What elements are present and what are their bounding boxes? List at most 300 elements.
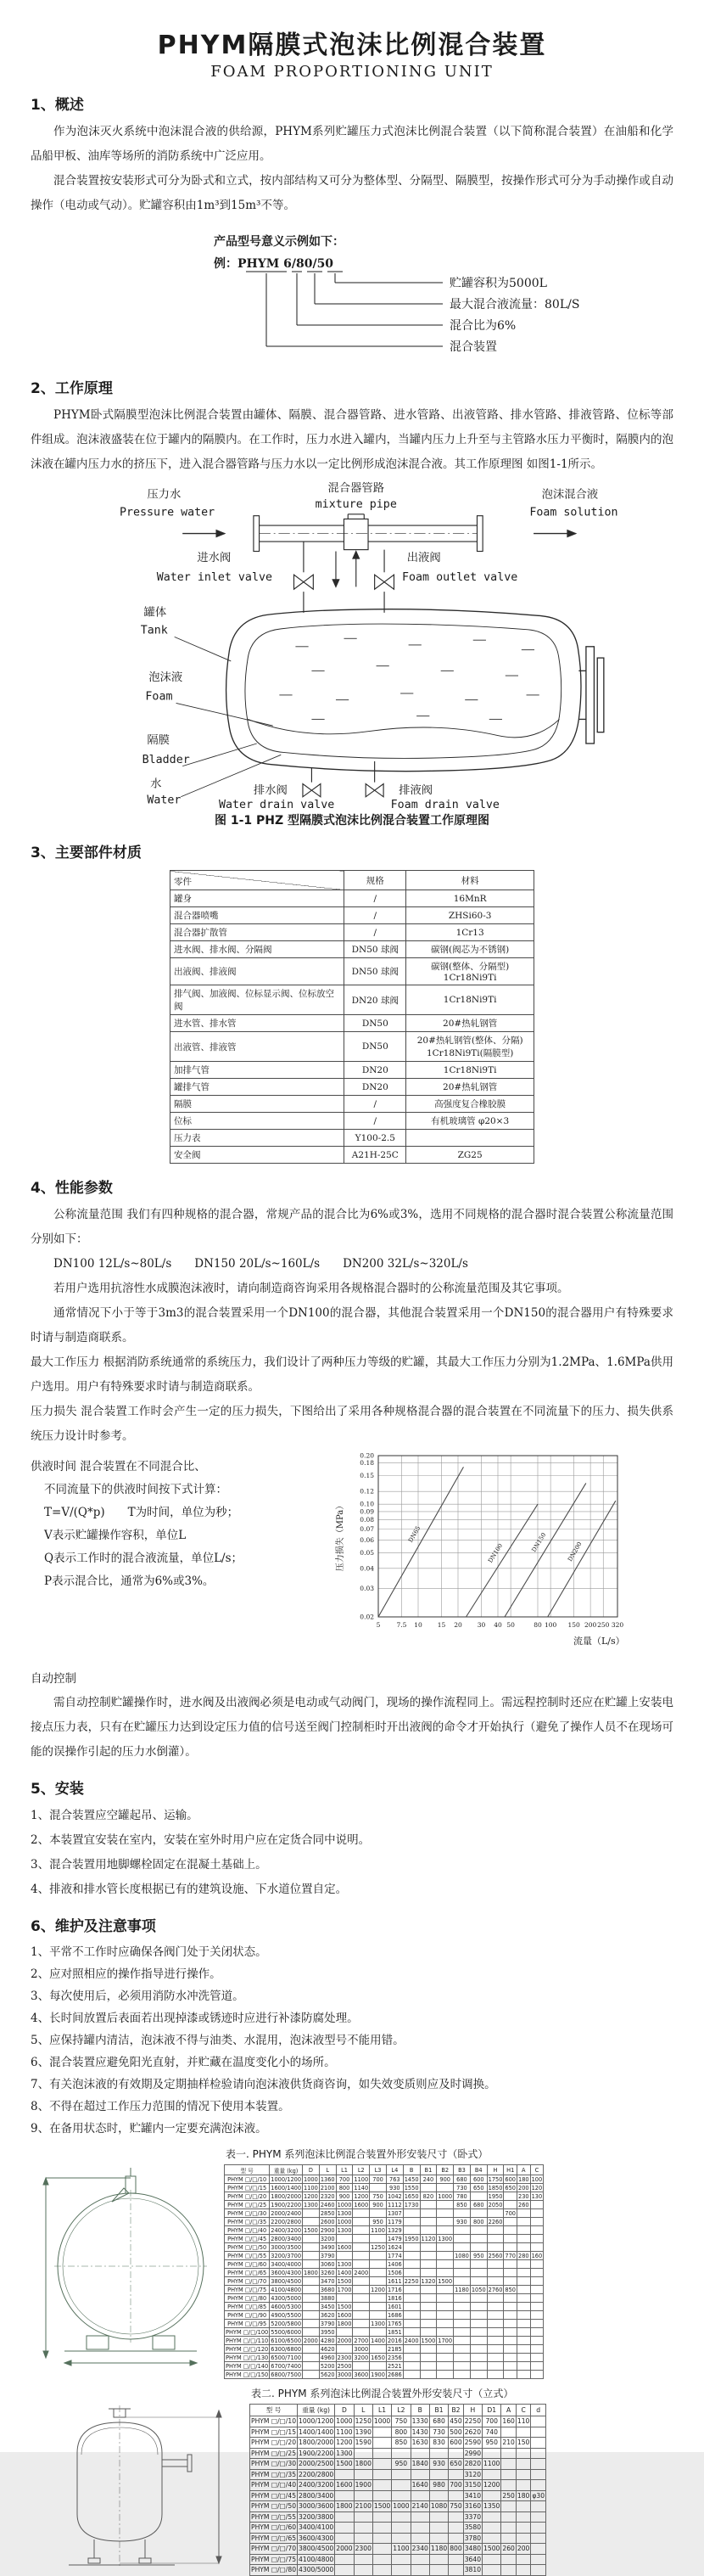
table-cell: 6500/7100 — [271, 2354, 302, 2361]
table-cell — [531, 2501, 546, 2512]
table-cell: 20#热轧钢管 — [406, 1079, 534, 1096]
flow-range-paragraph: 公称流量范围 我们有四种规格的混合器，常规产品的混合比为6%或3%，选用不同规格的混合器时混合装置公称流量范围分别如下： — [31, 1208, 673, 1246]
table-cell — [501, 2480, 517, 2491]
table-cell: 1100 — [371, 2226, 385, 2234]
table-cell — [483, 2469, 501, 2480]
table-cell: 2250 — [404, 2277, 419, 2285]
table-cell: 3000/3600 — [299, 2502, 334, 2511]
table-cell — [370, 2235, 387, 2243]
table-cell: 200 — [518, 2184, 529, 2192]
table-cell — [353, 2252, 370, 2260]
table-cell: 1050 — [471, 2286, 486, 2293]
table-cell — [501, 2554, 517, 2565]
table-cell: 1200 — [336, 2439, 353, 2447]
table-cell — [303, 2286, 320, 2294]
table-cell: 1390 — [355, 2427, 372, 2436]
water-inlet-label-en: Water inlet valve — [156, 570, 273, 584]
table-cell: 2250 — [464, 2417, 482, 2426]
table-cell: 1590 — [355, 2439, 372, 2447]
table-cell — [420, 2286, 437, 2294]
bladder-label-en: Bladder — [142, 753, 190, 766]
table-cell: 2400 — [404, 2337, 419, 2344]
column-header: A — [501, 2405, 517, 2416]
water-drain-label-cn: 排水阀 — [253, 783, 288, 797]
materials-header-part: 零件 — [170, 871, 344, 890]
foam-outlet-valve-symbol — [375, 550, 394, 613]
table-cell — [470, 2320, 487, 2328]
table-cell — [420, 2362, 437, 2371]
column-header: 型 号 — [250, 2405, 298, 2416]
table-cell — [487, 2226, 504, 2235]
y-axis-label: 压力损失（MPa） — [336, 1501, 345, 1572]
table-cell: 1600 — [337, 2243, 352, 2251]
table-cell: 1330 — [411, 2417, 428, 2426]
table-cell — [429, 2490, 448, 2501]
table-row — [170, 1130, 534, 1147]
table-cell: 1900 — [371, 2371, 385, 2378]
table-cell — [501, 2427, 517, 2438]
table-cell — [454, 2371, 471, 2379]
table-cell — [372, 2544, 391, 2555]
table-cell: 2900 — [320, 2226, 335, 2234]
table-cell: 3160 — [464, 2502, 482, 2511]
table-row — [225, 2328, 544, 2337]
table-cell: 3260 — [320, 2269, 335, 2276]
table-cell — [470, 2192, 487, 2201]
table-cell — [516, 2448, 531, 2459]
table-cell — [403, 2286, 420, 2294]
table-cell — [303, 2328, 320, 2337]
table-cell: 1800 — [304, 2269, 318, 2276]
table-cell: 1Cr18Ni9Ti — [406, 985, 534, 1015]
table-cell — [483, 2554, 501, 2565]
table-cell: 1100 — [354, 2175, 369, 2183]
x-tick-label: 250 — [597, 1621, 610, 1629]
supply-time-line: Q表示工作时的混合液流量，单位L/s； — [44, 1552, 243, 1565]
table-cell — [487, 2209, 504, 2218]
column-header: H1 — [504, 2165, 517, 2175]
table-cell — [516, 2459, 531, 2470]
table-row — [170, 1015, 534, 1032]
table-cell — [406, 1130, 534, 1147]
table-cell — [517, 2243, 531, 2252]
table-row — [170, 1032, 534, 1062]
table-cell: 1900 — [355, 2481, 372, 2489]
table-cell — [487, 2294, 504, 2303]
table-cell: 1650 — [404, 2192, 419, 2200]
table-cell: DN20 — [344, 1062, 406, 1079]
table-row — [170, 1113, 534, 1130]
table-cell — [470, 2303, 487, 2311]
table-cell — [335, 2533, 354, 2544]
table-cell: 1179 — [387, 2218, 402, 2225]
materials-header-material: 材料 — [406, 871, 534, 890]
table-row — [170, 890, 534, 907]
table-cell: 压力表 — [170, 1130, 344, 1147]
table-cell: 950 — [370, 2218, 387, 2226]
table-cell: 1112 — [387, 2201, 402, 2208]
maintenance-item: 2、应对照相应的操作指导进行操作。 — [31, 1967, 221, 1981]
table-cell — [517, 2311, 531, 2320]
column-header: H — [487, 2165, 504, 2175]
table-cell — [437, 2328, 454, 2337]
table-cell — [531, 2427, 546, 2438]
supply-time-formula: T=V/(Q*p) T为时间，单位为秒； — [44, 1506, 239, 1519]
table-cell — [335, 2554, 354, 2565]
table-cell: 2560 — [488, 2252, 503, 2259]
table-cell — [420, 2184, 437, 2192]
y-tick-label: 0.09 — [360, 1507, 374, 1516]
x-tick-label: 200 — [584, 1621, 597, 1629]
water-inlet-label-cn: 进水阀 — [197, 551, 232, 564]
table-cell — [429, 2554, 448, 2565]
table-row — [225, 2294, 544, 2303]
table-cell: 1550 — [404, 2184, 419, 2192]
table-cell — [420, 2243, 437, 2252]
table-cell — [470, 2354, 487, 2362]
table-cell — [517, 2269, 531, 2277]
table-cell: PHYM □/□/45 — [251, 2491, 297, 2500]
table-cell — [403, 2311, 420, 2320]
table-cell — [504, 2311, 517, 2320]
table-cell: 2600 — [320, 2218, 335, 2225]
table-cell: 1500 — [421, 2337, 436, 2344]
column-header: L — [319, 2165, 336, 2175]
table-cell — [370, 2252, 387, 2260]
table-cell: 2400/3200 — [271, 2226, 302, 2234]
table-cell — [487, 2277, 504, 2286]
table-cell: 650 — [450, 2460, 462, 2468]
table-cell: 3000 — [354, 2345, 369, 2353]
table-cell: 1100 — [336, 2427, 353, 2436]
table-cell — [420, 2294, 437, 2303]
table-cell — [420, 2311, 437, 2320]
table-cell — [449, 2490, 464, 2501]
table-cell — [504, 2277, 517, 2286]
table-cell — [516, 2427, 531, 2438]
table-cell — [403, 2252, 420, 2260]
table-cell — [392, 2554, 411, 2565]
table-cell: 100 — [531, 2175, 543, 2183]
table-cell — [516, 2565, 531, 2576]
table-cell: 3450 — [320, 2303, 335, 2310]
table-cell: 1816 — [387, 2294, 402, 2302]
table-cell: 770 — [505, 2252, 517, 2259]
table-cell: DN50 — [344, 1032, 406, 1062]
foam-solution-label-cn: 泡沫混合液 — [541, 488, 599, 502]
table-cell: 1600/1400 — [271, 2184, 302, 2192]
table-row — [225, 2201, 544, 2209]
bladder-label-cn: 隔膜 — [147, 733, 170, 747]
table-cell: 830 — [429, 2438, 448, 2449]
table-cell — [504, 2294, 517, 2303]
y-tick-label: 0.06 — [360, 1535, 374, 1544]
table-cell — [483, 2490, 501, 2501]
table-cell — [517, 2371, 531, 2379]
table-cell — [530, 2345, 544, 2354]
table-cell: PHYM □/□/120 — [226, 2345, 269, 2353]
tank-outline — [226, 609, 604, 772]
table-cell — [353, 2235, 370, 2243]
column-header: 重量 (kg) — [270, 2165, 303, 2175]
maintenance-item: 8、不得在超过工作压力范围的情况下使用本装置。 — [31, 2100, 290, 2113]
series-line-DN100 — [466, 1504, 538, 1617]
table-cell: PHYM □/□/65 — [225, 2269, 270, 2277]
table-cell — [303, 2218, 320, 2226]
table-cell: 2400/3200 — [299, 2481, 334, 2489]
table-cell — [449, 2448, 464, 2459]
table-cell — [354, 2554, 372, 2565]
table-cell: 1730 — [404, 2201, 419, 2208]
table-cell: 1250 — [355, 2417, 372, 2426]
table-cell: 1200 — [354, 2192, 369, 2200]
table-cell: / — [344, 907, 406, 924]
supply-time-text — [31, 1451, 300, 1664]
y-tick-label: 0.03 — [360, 1585, 374, 1593]
table-cell: 1300 — [337, 2209, 352, 2217]
table-cell — [501, 2459, 517, 2470]
table-row — [225, 2269, 544, 2277]
table-cell — [517, 2218, 531, 2226]
table-row — [250, 2544, 546, 2555]
x-tick-label: 150 — [567, 1621, 580, 1629]
model-diagram-intro: 产品型号意义示例如下： — [214, 235, 344, 249]
table-cell: 3470 — [320, 2277, 335, 2285]
table-cell: 2300 — [337, 2354, 352, 2361]
table-cell: PHYM □/□/55 — [225, 2252, 270, 2260]
table-cell — [530, 2209, 544, 2218]
table-cell: 2000/2400 — [271, 2209, 302, 2217]
table-row — [170, 1079, 534, 1096]
table-cell: 2185 — [387, 2345, 402, 2353]
table-cell — [470, 2277, 487, 2286]
table-row — [225, 2184, 544, 2192]
table-cell — [403, 2303, 420, 2311]
table-cell — [517, 2226, 531, 2235]
table-cell: 5500/6000 — [271, 2328, 302, 2336]
table-row — [225, 2311, 544, 2320]
table-cell: 4100/4800 — [299, 2555, 334, 2563]
table-cell — [353, 2218, 370, 2226]
table-cell — [487, 2243, 504, 2252]
table-cell: 1850 — [488, 2184, 503, 2192]
table-cell — [420, 2303, 437, 2311]
table-cell: 3400/4000 — [271, 2260, 302, 2268]
table-cell — [420, 2269, 437, 2277]
x-tick-label: 320 — [611, 1621, 624, 1629]
table-cell — [403, 2362, 420, 2371]
table-cell — [530, 2311, 544, 2320]
table-cell: 1686 — [387, 2311, 402, 2319]
table-cell: 1900/2200 — [271, 2201, 302, 2208]
table-cell — [429, 2565, 448, 2576]
table-cell — [454, 2209, 471, 2218]
model-label-ratio: 混合比为6% — [450, 319, 517, 333]
table-cell — [454, 2311, 471, 2320]
table-cell — [403, 2354, 420, 2362]
table-cell — [370, 2303, 387, 2311]
table-cell — [516, 2554, 531, 2565]
table-cell: 2356 — [387, 2354, 402, 2361]
table-cell: 820 — [420, 2192, 437, 2201]
table-cell: 2340 — [411, 2545, 428, 2553]
table-cell: 4300/5000 — [299, 2566, 334, 2574]
table-row — [250, 2416, 546, 2427]
table-cell — [530, 2218, 544, 2226]
table-cell: 4900/5500 — [271, 2311, 302, 2319]
foam-texture — [279, 638, 539, 719]
mixer-pipe-assembly — [254, 514, 483, 552]
table-cell — [353, 2320, 370, 2328]
table-cell: 3680 — [320, 2286, 335, 2293]
table-cell — [487, 2260, 504, 2269]
table-cell: PHYM □/□/15 — [225, 2184, 270, 2192]
table-row — [250, 2438, 546, 2449]
vertical-dimensions-section — [31, 2386, 673, 2576]
table-cell: 1800/2000 — [271, 2192, 302, 2200]
table-cell: 1300 — [304, 2201, 318, 2208]
x-tick-label: 10 — [414, 1621, 422, 1629]
table-cell: PHYM □/□/80 — [225, 2294, 270, 2303]
table-cell: 3790 — [320, 2320, 335, 2327]
table-cell — [454, 2294, 471, 2303]
table-cell: 1Cr13 — [406, 924, 534, 941]
max-pressure-paragraph: 最大工作压力 根据消防系统通常的系统压力，我们设计了两种压力等级的贮罐，其最大工作压力分别为1.2MPa、1.6MPa供用户选用。用户有特殊要求时请与制造商联系。 — [31, 1355, 673, 1394]
maintenance-item: 9、在备用状态时，贮罐内一定要充满泡沫液。 — [31, 2122, 267, 2135]
foam-label-cn: 泡沫液 — [148, 671, 183, 684]
flow-range-values: DN100 12L/s~80L/s DN150 20L/s~160L/s DN200 32L/s~320L/s — [53, 1257, 468, 1271]
table-cell — [353, 2277, 370, 2286]
foam-leader-line — [176, 703, 273, 726]
table-cell: PHYM □/□/10 — [225, 2175, 270, 2184]
table-cell: PHYM □/□/130 — [226, 2354, 269, 2361]
section2-heading: 2、工作原理 — [31, 380, 113, 397]
table-cell — [353, 2260, 370, 2269]
table-cell — [303, 2235, 320, 2243]
table-cell: 位标 — [170, 1113, 344, 1130]
table-cell — [335, 2523, 354, 2534]
table-cell — [517, 2337, 531, 2345]
page-title: PHYM隔膜式泡沫比例混合装置 — [157, 31, 547, 60]
table-cell: 1000 — [337, 2218, 352, 2225]
table-cell — [437, 2209, 454, 2218]
table-cell — [392, 2448, 411, 2459]
table-cell — [517, 2286, 531, 2294]
materials-header-spec: 规格 — [344, 871, 406, 890]
working-principle-diagram — [55, 477, 649, 810]
table-cell: 罐排气管 — [170, 1079, 344, 1096]
table-cell: 1360 — [320, 2175, 335, 2183]
table-cell — [504, 2320, 517, 2328]
table-cell — [429, 2469, 448, 2480]
water-drain-valve-symbol — [303, 768, 321, 797]
table-cell — [372, 2523, 391, 2534]
model-diagram-svg — [112, 227, 621, 361]
table-cell — [370, 2269, 387, 2277]
table-cell: 1120 — [421, 2235, 436, 2242]
table-row — [225, 2277, 544, 2286]
column-header: B — [403, 2165, 420, 2175]
table-cell: 3800/4500 — [271, 2277, 302, 2285]
table-cell — [487, 2303, 504, 2311]
table-cell: 1500 — [304, 2226, 318, 2234]
y-tick-label: 0.15 — [360, 1472, 374, 1480]
table-row — [170, 907, 534, 924]
table-cell — [372, 2565, 391, 2576]
table-cell — [336, 2294, 353, 2303]
table-cell: 930 — [454, 2218, 471, 2226]
table-cell: 1950 — [488, 2192, 503, 2200]
table-cell: PHYM □/□/60 — [251, 2523, 297, 2532]
table-cell — [530, 2243, 544, 2252]
table-cell — [504, 2269, 517, 2277]
table-cell: 4100/4800 — [271, 2286, 302, 2293]
horizontal-tank-drawing — [31, 2164, 224, 2377]
table-cell — [504, 2362, 517, 2371]
table-cell — [437, 2201, 454, 2209]
table-cell — [517, 2354, 531, 2362]
table-cell — [353, 2226, 370, 2235]
table-cell: 1700 — [438, 2337, 453, 2344]
table-cell — [392, 2490, 411, 2501]
maintenance-item: 5、应保持罐内清洁，泡沫液不得与油类、水混用，泡沫液型号不能用错。 — [31, 2034, 405, 2047]
table-cell: 2260 — [488, 2218, 503, 2225]
table-row — [170, 958, 534, 985]
pressure-water-label-cn: 压力水 — [147, 488, 182, 502]
table1-caption: 表一. PHYM 系列泡沫比例混合装置外形安装尺寸（卧式） — [226, 2148, 489, 2160]
table-cell — [411, 2511, 429, 2523]
table-cell: 1000 — [336, 2417, 353, 2426]
vertical-tank-drawing — [31, 2404, 249, 2573]
table-row — [225, 2218, 544, 2226]
table-cell: 1300 — [336, 2449, 353, 2457]
table-cell — [501, 2523, 517, 2534]
table-cell: A21H-25C — [344, 1147, 406, 1164]
table-cell — [354, 2490, 372, 2501]
column-header: A — [517, 2165, 531, 2175]
table-cell: PHYM □/□/20 — [251, 2439, 297, 2447]
table-row — [250, 2469, 546, 2480]
table-row — [225, 2243, 544, 2252]
table-cell: 763 — [386, 2175, 403, 2184]
table-row — [170, 941, 534, 958]
table-cell: PHYM □/□/70 — [251, 2545, 297, 2553]
table-cell — [483, 2565, 501, 2576]
table-cell — [504, 2235, 517, 2243]
table-cell: / — [344, 924, 406, 941]
table-cell: 2016 — [387, 2337, 402, 2344]
table-cell: 2800/3400 — [271, 2235, 302, 2242]
table-cell — [354, 2523, 372, 2534]
table-cell — [420, 2201, 437, 2209]
table-cell: PHYM □/□/150 — [226, 2371, 269, 2378]
table-row — [225, 2337, 544, 2345]
table-cell: 780 — [454, 2192, 471, 2201]
table-cell — [504, 2371, 517, 2379]
table-row — [250, 2480, 546, 2491]
table-cell: 700 — [450, 2481, 462, 2489]
section1-paragraph-2: 混合装置按安装形式可分为卧式和立式，按内部结构又可分为整体型、分隔型、隔膜型，按操作形式可分为手动操作或自动操作（电动或气动）。贮罐容积由1m³到15m³不等。 — [31, 174, 673, 212]
table-cell: 700 — [336, 2175, 353, 2184]
table-cell — [516, 2480, 531, 2491]
table-cell: 1630 — [411, 2439, 428, 2447]
table-cell — [517, 2345, 531, 2354]
table-cell — [353, 2311, 370, 2320]
table-cell: 900 — [370, 2201, 387, 2209]
table-cell: 180 — [518, 2175, 529, 2183]
table-cell: 1506 — [387, 2269, 402, 2276]
materials-table — [170, 870, 534, 1164]
